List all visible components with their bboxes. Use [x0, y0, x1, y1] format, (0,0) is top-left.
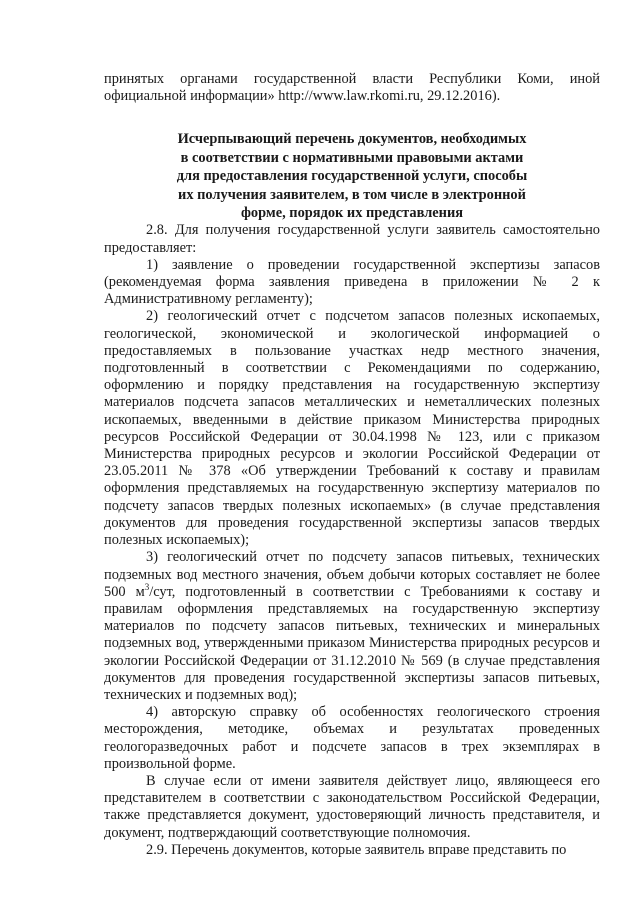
- list-item-1: 1) заявление о проведении государственной экспертизы запасов (рекомендуемая форма заявления приведена в приложении № 2 к Административному регламенту);: [104, 256, 600, 308]
- section-heading: [124, 130, 580, 222]
- list-item-3-text-cont: /сут, подготовленный в соответствии с Требованиями к составу и правилам оформления представляемых на государственную экспертизу материалов по подсчету запасов питьевых, технических и минеральных подземных вод, утвержденными приказом Министерства природных ресурсов и экологии Российской Федерации от 31.12.2010 № 569 (в случае представления документов для проведения государственной экспертизы запасов питьевых, технических и подземных вод);: [104, 583, 600, 703]
- heading-line: Исчерпывающий перечень документов, необходимых: [177, 131, 527, 148]
- heading-line: для предоставления государственной услуги, способы: [176, 168, 528, 185]
- heading-line: форме, порядок их представления: [240, 205, 464, 222]
- list-item-2: 2) геологический отчет с подсчетом запасов полезных ископаемых, геологической, экономической и экологической информацией о предоставляемых в пользование участках недр местного значения, подготовленный в соответствии с Рекомендациями по содержанию, оформлению и порядку представления на государственную экспертизу материалов подсчета запасов металлических и неметаллических полезных ископаемых, введенными в действие приказом Министерства природных ресурсов Российской Федерации от 30.04.1998 № 123, или с приказом Министерства природных ресурсов и экологии Российской Федерации от 23.05.2011 № 378 «Об утверждении Требований к составу и правилам оформления представляемых на государственную экспертизу материалов по подсчету запасов твердых полезных ископаемых» (в случае представления документов для проведения государственной экспертизы запасов твердых полезных ископаемых);: [104, 308, 600, 549]
- intro-paragraph: принятых органами государственной власти Республики Коми, иной официальной информации» http://www.law.rkomi.ru, 29.12.2016).: [104, 71, 600, 105]
- cubic-superscript: 3: [144, 581, 150, 592]
- paragraph-2-8: 2.8. Для получения государственной услуги заявитель самостоятельно предоставляет:: [104, 222, 600, 256]
- list-item-3-text: 3) геологический отчет по подсчету запасов питьевых, технических подземных вод местного значения, объем добычи которых составляет не более 500 м: [104, 549, 600, 600]
- list-item-3: [104, 549, 600, 704]
- heading-line: их получения заявителем, в том числе в электронной: [178, 186, 526, 203]
- document-body: [104, 71, 600, 859]
- paragraph-2-9: 2.9. Перечень документов, которые заявитель вправе представить по: [146, 841, 567, 858]
- heading-line: в соответствии с нормативными правовыми актами: [180, 149, 524, 166]
- list-item-4: 4) авторскую справку об особенностях геологического строения месторождения, методике, объемах и результатах проведенных геологоразведочных работ и подсчете запасов в трех экземплярах в произвольной форме.: [104, 704, 600, 772]
- representative-paragraph: В случае если от имени заявителя действует лицо, являющееся его представителем в соответствии с законодательством Российской Федерации, также представляется документ, удостоверяющий личность представителя, и документ, подтверждающий соответствующие полномочия.: [104, 772, 600, 841]
